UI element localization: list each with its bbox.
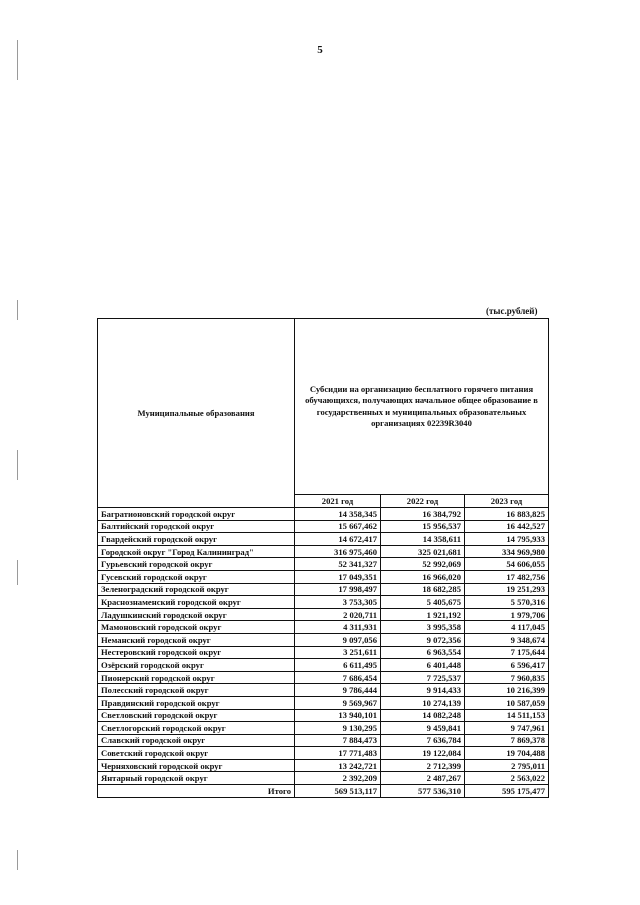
value-2023-cell: 17 482,756 — [465, 570, 549, 583]
table-row — [98, 684, 549, 697]
value-2021-cell: 3 251,611 — [295, 646, 381, 659]
value-2022-cell: 9 072,356 — [381, 633, 465, 646]
value-2021-cell: 9 130,295 — [295, 722, 381, 735]
value-2021-cell: 2 020,711 — [295, 608, 381, 621]
value-2022-cell: 16 384,792 — [381, 508, 465, 521]
total-2021: 569 513,117 — [295, 785, 381, 798]
municipality-name-cell: Славский городской округ — [98, 734, 295, 747]
value-2021-cell: 7 686,454 — [295, 671, 381, 684]
value-2023-cell: 16 442,527 — [465, 520, 549, 533]
value-2023-cell: 7 869,378 — [465, 734, 549, 747]
value-2022-cell: 9 459,841 — [381, 722, 465, 735]
municipality-name-cell: Светлогорский городской округ — [98, 722, 295, 735]
municipality-name-cell: Краснознаменский городской округ — [98, 596, 295, 609]
scan-edge-mark — [17, 850, 18, 870]
table-row — [98, 608, 549, 621]
value-2021-cell: 2 392,209 — [295, 772, 381, 785]
value-2021-cell: 17 998,497 — [295, 583, 381, 596]
municipality-name-cell: Ладушкинский городской округ — [98, 608, 295, 621]
value-2022-cell: 14 358,611 — [381, 533, 465, 546]
value-2023-cell: 1 979,706 — [465, 608, 549, 621]
value-2023-cell: 5 570,316 — [465, 596, 549, 609]
value-2021-cell: 7 884,473 — [295, 734, 381, 747]
value-2023-cell: 10 587,059 — [465, 696, 549, 709]
municipality-name-cell: Гвардейский городской округ — [98, 533, 295, 546]
table-row — [98, 558, 549, 571]
value-2023-cell: 334 969,980 — [465, 545, 549, 558]
table-body — [98, 508, 549, 785]
year-header-2022: 2022 год — [381, 495, 465, 508]
table-row — [98, 709, 549, 722]
table-row — [98, 696, 549, 709]
total-row — [98, 785, 549, 798]
municipality-name-cell: Нестеровский городской округ — [98, 646, 295, 659]
value-2022-cell: 6 401,448 — [381, 659, 465, 672]
value-2022-cell: 10 274,139 — [381, 696, 465, 709]
table-row — [98, 646, 549, 659]
table-row — [98, 621, 549, 634]
units-label: (тыс.рублей) — [486, 306, 538, 316]
value-2021-cell: 9 097,056 — [295, 633, 381, 646]
municipality-name-cell: Озёрский городской округ — [98, 659, 295, 672]
table-row — [98, 734, 549, 747]
municipality-name-cell: Мамоновский городской округ — [98, 621, 295, 634]
table-row — [98, 659, 549, 672]
value-2021-cell: 316 975,460 — [295, 545, 381, 558]
municipality-name-cell: Багратионовский городской округ — [98, 508, 295, 521]
page-number: 5 — [317, 44, 323, 56]
value-2021-cell: 4 311,931 — [295, 621, 381, 634]
value-2022-cell: 3 995,358 — [381, 621, 465, 634]
value-2021-cell: 13 940,101 — [295, 709, 381, 722]
municipality-name-cell: Светловский городской округ — [98, 709, 295, 722]
scan-edge-mark — [17, 300, 18, 320]
value-2021-cell: 15 667,462 — [295, 520, 381, 533]
table-row — [98, 633, 549, 646]
value-2021-cell: 17 771,483 — [295, 747, 381, 760]
value-2023-cell: 7 960,835 — [465, 671, 549, 684]
value-2023-cell: 14 795,933 — [465, 533, 549, 546]
table-row — [98, 545, 549, 558]
value-2023-cell: 19 704,488 — [465, 747, 549, 760]
value-2021-cell: 14 358,345 — [295, 508, 381, 521]
value-2021-cell: 3 753,305 — [295, 596, 381, 609]
table-row — [98, 583, 549, 596]
value-2022-cell: 18 682,285 — [381, 583, 465, 596]
table-row — [98, 520, 549, 533]
value-2022-cell: 2 487,267 — [381, 772, 465, 785]
value-2021-cell: 9 569,967 — [295, 696, 381, 709]
table-row — [98, 747, 549, 760]
scan-edge-mark — [17, 450, 18, 480]
table-row — [98, 533, 549, 546]
municipality-name-cell: Неманский городской округ — [98, 633, 295, 646]
subsidy-header: Субсидии на организацию бесплатного горячего питания обучающихся, получающих начальное общее образование в государственных и муниципальных образовательных организациях 02239R3040 — [295, 319, 549, 495]
value-2022-cell: 19 122,084 — [381, 747, 465, 760]
value-2022-cell: 2 712,399 — [381, 759, 465, 772]
value-2023-cell: 14 511,153 — [465, 709, 549, 722]
table-row — [98, 570, 549, 583]
value-2023-cell: 7 175,644 — [465, 646, 549, 659]
municipality-name-cell: Гусевский городской округ — [98, 570, 295, 583]
value-2022-cell: 325 021,681 — [381, 545, 465, 558]
municipality-name-cell: Зеленоградский городской округ — [98, 583, 295, 596]
table-row — [98, 671, 549, 684]
total-label: Итого — [98, 785, 295, 798]
total-2023: 595 175,477 — [465, 785, 549, 798]
municipality-name-cell: Пионерский городской округ — [98, 671, 295, 684]
value-2022-cell: 16 966,020 — [381, 570, 465, 583]
municipality-name-cell: Янтарный городской округ — [98, 772, 295, 785]
value-2023-cell: 6 596,417 — [465, 659, 549, 672]
value-2021-cell: 9 786,444 — [295, 684, 381, 697]
table-row — [98, 596, 549, 609]
municipality-name-cell: Городской округ "Город Калининград" — [98, 545, 295, 558]
value-2021-cell: 17 049,351 — [295, 570, 381, 583]
municipality-name-cell: Балтийский городской округ — [98, 520, 295, 533]
value-2023-cell: 54 606,055 — [465, 558, 549, 571]
year-header-2021: 2021 год — [295, 495, 381, 508]
value-2023-cell: 2 795,011 — [465, 759, 549, 772]
value-2021-cell: 14 672,417 — [295, 533, 381, 546]
municipality-name-cell: Полесский городской округ — [98, 684, 295, 697]
scan-edge-mark — [17, 560, 18, 585]
value-2022-cell: 5 405,675 — [381, 596, 465, 609]
value-2023-cell: 9 747,961 — [465, 722, 549, 735]
value-2023-cell: 16 883,825 — [465, 508, 549, 521]
table-header-row — [98, 319, 549, 495]
value-2023-cell: 19 251,293 — [465, 583, 549, 596]
value-2022-cell: 9 914,433 — [381, 684, 465, 697]
value-2022-cell: 14 082,248 — [381, 709, 465, 722]
value-2022-cell: 1 921,192 — [381, 608, 465, 621]
value-2023-cell: 2 563,022 — [465, 772, 549, 785]
value-2021-cell: 13 242,721 — [295, 759, 381, 772]
municipality-name-cell: Правдинский городской округ — [98, 696, 295, 709]
value-2023-cell: 4 117,045 — [465, 621, 549, 634]
value-2023-cell: 9 348,674 — [465, 633, 549, 646]
municipality-name-cell: Гурьевский городской округ — [98, 558, 295, 571]
value-2022-cell: 15 956,537 — [381, 520, 465, 533]
value-2021-cell: 6 611,495 — [295, 659, 381, 672]
total-2022: 577 536,310 — [381, 785, 465, 798]
table-row — [98, 759, 549, 772]
value-2022-cell: 7 725,537 — [381, 671, 465, 684]
value-2022-cell: 7 636,784 — [381, 734, 465, 747]
municipality-name-cell: Черняховский городской округ — [98, 759, 295, 772]
table-row — [98, 722, 549, 735]
subsidy-table — [97, 318, 549, 798]
value-2021-cell: 52 341,327 — [295, 558, 381, 571]
value-2023-cell: 10 216,399 — [465, 684, 549, 697]
value-2022-cell: 52 992,069 — [381, 558, 465, 571]
table-row — [98, 508, 549, 521]
municipality-header: Муниципальные образования — [98, 319, 295, 508]
table-row — [98, 772, 549, 785]
value-2022-cell: 6 963,554 — [381, 646, 465, 659]
municipality-name-cell: Советский городской округ — [98, 747, 295, 760]
year-header-2023: 2023 год — [465, 495, 549, 508]
